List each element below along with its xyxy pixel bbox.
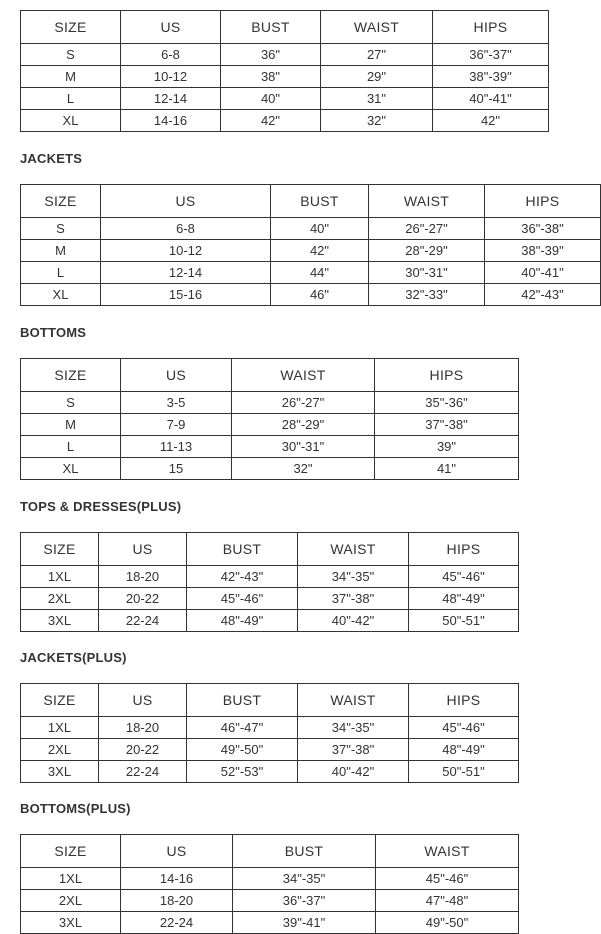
section-title-tops-dresses-plus: TOPS & DRESSES(PLUS) <box>20 499 182 514</box>
size-table-bottoms <box>20 358 519 480</box>
table-row <box>21 66 549 88</box>
table-cell-size: M <box>21 240 101 262</box>
column-header-waist: WAIST <box>376 835 519 868</box>
table-row <box>21 262 601 284</box>
table-row <box>21 739 519 761</box>
column-header-bust: BUST <box>221 11 321 44</box>
table-cell-us: 22-24 <box>121 912 233 934</box>
table-cell-bust: 42"-43" <box>187 566 298 588</box>
table-cell-hips: 40"-41" <box>485 262 601 284</box>
table-cell-bust: 52"-53" <box>187 761 298 783</box>
table-cell-bust: 38" <box>221 66 321 88</box>
table-cell-size: L <box>21 88 121 110</box>
table-row <box>21 566 519 588</box>
table-cell-hips: 42" <box>433 110 549 132</box>
table-cell-waist: 40"-42" <box>298 610 409 632</box>
table-cell-hips: 38"-39" <box>485 240 601 262</box>
table-cell-waist: 37"-38" <box>298 588 409 610</box>
table-cell-us: 15-16 <box>101 284 271 306</box>
table-cell-waist: 32" <box>321 110 433 132</box>
table-row <box>21 110 549 132</box>
table-cell-hips: 41" <box>375 458 519 480</box>
table-cell-bust: 40" <box>271 218 369 240</box>
column-header-waist: WAIST <box>369 185 485 218</box>
table-cell-hips: 48"-49" <box>409 739 519 761</box>
column-header-size: SIZE <box>21 185 101 218</box>
table-cell-waist: 29" <box>321 66 433 88</box>
table-row <box>21 240 601 262</box>
table-cell-hips: 50"-51" <box>409 761 519 783</box>
section-title-jackets-plus: JACKETS(PLUS) <box>20 650 127 665</box>
table-cell-hips: 35"-36" <box>375 392 519 414</box>
table-cell-waist: 45"-46" <box>376 868 519 890</box>
column-header-size: SIZE <box>21 533 99 566</box>
table-cell-hips: 36"-37" <box>433 44 549 66</box>
table-cell-us: 12-14 <box>121 88 221 110</box>
table-cell-waist: 30"-31" <box>232 436 375 458</box>
table-cell-size: XL <box>21 458 121 480</box>
table-cell-waist: 27" <box>321 44 433 66</box>
table-cell-bust: 42" <box>271 240 369 262</box>
table-cell-bust: 40" <box>221 88 321 110</box>
table-cell-hips: 39" <box>375 436 519 458</box>
table-row <box>21 392 519 414</box>
section-title-bottoms: BOTTOMS <box>20 325 87 340</box>
table-cell-hips: 40"-41" <box>433 88 549 110</box>
column-header-bust: BUST <box>233 835 376 868</box>
table-cell-us: 10-12 <box>101 240 271 262</box>
table-row <box>21 588 519 610</box>
table-cell-size: S <box>21 392 121 414</box>
column-header-size: SIZE <box>21 359 121 392</box>
column-header-us: US <box>121 835 233 868</box>
table-cell-us: 15 <box>121 458 232 480</box>
column-header-waist: WAIST <box>232 359 375 392</box>
column-header-us: US <box>101 185 271 218</box>
table-cell-bust: 49"-50" <box>187 739 298 761</box>
table-cell-hips: 38"-39" <box>433 66 549 88</box>
table-cell-us: 7-9 <box>121 414 232 436</box>
table-cell-size: XL <box>21 284 101 306</box>
table-cell-size: 2XL <box>21 588 99 610</box>
table-row <box>21 868 519 890</box>
table-cell-waist: 34"-35" <box>298 717 409 739</box>
table-cell-size: 1XL <box>21 868 121 890</box>
column-header-size: SIZE <box>21 11 121 44</box>
column-header-hips: HIPS <box>375 359 519 392</box>
table-cell-us: 22-24 <box>99 761 187 783</box>
table-cell-us: 18-20 <box>99 566 187 588</box>
table-cell-us: 10-12 <box>121 66 221 88</box>
table-header-row <box>21 359 519 392</box>
table-row <box>21 284 601 306</box>
size-table-jackets-plus <box>20 683 519 783</box>
table-cell-size: M <box>21 414 121 436</box>
column-header-us: US <box>99 533 187 566</box>
table-cell-waist: 26"-27" <box>232 392 375 414</box>
table-cell-us: 18-20 <box>99 717 187 739</box>
table-cell-waist: 31" <box>321 88 433 110</box>
table-cell-us: 22-24 <box>99 610 187 632</box>
table-cell-hips: 45"-46" <box>409 717 519 739</box>
table-cell-us: 6-8 <box>101 218 271 240</box>
table-cell-waist: 49"-50" <box>376 912 519 934</box>
table-cell-bust: 46"-47" <box>187 717 298 739</box>
table-cell-us: 20-22 <box>99 588 187 610</box>
table-cell-size: S <box>21 44 121 66</box>
section-title-bottoms-plus: BOTTOMS(PLUS) <box>20 801 131 816</box>
table-cell-us: 20-22 <box>99 739 187 761</box>
table-cell-size: 2XL <box>21 890 121 912</box>
table-row <box>21 88 549 110</box>
table-cell-waist: 26"-27" <box>369 218 485 240</box>
table-cell-us: 12-14 <box>101 262 271 284</box>
table-row <box>21 717 519 739</box>
column-header-waist: WAIST <box>298 684 409 717</box>
column-header-size: SIZE <box>21 835 121 868</box>
table-cell-size: 3XL <box>21 761 99 783</box>
table-cell-size: 3XL <box>21 610 99 632</box>
size-table-jackets <box>20 184 601 306</box>
table-cell-waist: 32"-33" <box>369 284 485 306</box>
table-cell-size: L <box>21 262 101 284</box>
table-cell-waist: 28"-29" <box>369 240 485 262</box>
table-cell-us: 3-5 <box>121 392 232 414</box>
table-cell-us: 6-8 <box>121 44 221 66</box>
table-cell-bust: 45"-46" <box>187 588 298 610</box>
table-cell-waist: 47"-48" <box>376 890 519 912</box>
column-header-bust: BUST <box>187 533 298 566</box>
table-cell-hips: 50"-51" <box>409 610 519 632</box>
column-header-waist: WAIST <box>298 533 409 566</box>
table-cell-hips: 36"-38" <box>485 218 601 240</box>
size-table-tops-dresses <box>20 10 549 132</box>
table-cell-size: S <box>21 218 101 240</box>
table-cell-size: L <box>21 436 121 458</box>
column-header-us: US <box>121 359 232 392</box>
table-header-row <box>21 11 549 44</box>
column-header-hips: HIPS <box>409 533 519 566</box>
column-header-hips: HIPS <box>409 684 519 717</box>
table-cell-us: 18-20 <box>121 890 233 912</box>
table-cell-waist: 32" <box>232 458 375 480</box>
table-row <box>21 610 519 632</box>
table-row <box>21 890 519 912</box>
table-header-row <box>21 533 519 566</box>
table-row <box>21 414 519 436</box>
table-cell-size: 3XL <box>21 912 121 934</box>
table-row <box>21 458 519 480</box>
table-cell-us: 14-16 <box>121 868 233 890</box>
size-table-bottoms-plus <box>20 834 519 934</box>
column-header-waist: WAIST <box>321 11 433 44</box>
table-cell-bust: 34"-35" <box>233 868 376 890</box>
table-cell-bust: 39"-41" <box>233 912 376 934</box>
column-header-bust: BUST <box>187 684 298 717</box>
size-table-tops-dresses-plus <box>20 532 519 632</box>
table-cell-size: M <box>21 66 121 88</box>
table-cell-bust: 36" <box>221 44 321 66</box>
column-header-hips: HIPS <box>433 11 549 44</box>
table-header-row <box>21 835 519 868</box>
table-cell-bust: 46" <box>271 284 369 306</box>
table-cell-waist: 40"-42" <box>298 761 409 783</box>
table-cell-hips: 45"-46" <box>409 566 519 588</box>
table-cell-bust: 36"-37" <box>233 890 376 912</box>
table-header-row <box>21 185 601 218</box>
table-cell-size: 1XL <box>21 717 99 739</box>
column-header-bust: BUST <box>271 185 369 218</box>
column-header-us: US <box>99 684 187 717</box>
table-cell-waist: 34"-35" <box>298 566 409 588</box>
table-row <box>21 912 519 934</box>
table-cell-us: 11-13 <box>121 436 232 458</box>
table-cell-waist: 30"-31" <box>369 262 485 284</box>
table-row <box>21 761 519 783</box>
table-row <box>21 44 549 66</box>
column-header-hips: HIPS <box>485 185 601 218</box>
table-header-row <box>21 684 519 717</box>
table-cell-bust: 48"-49" <box>187 610 298 632</box>
table-cell-us: 14-16 <box>121 110 221 132</box>
section-title-jackets: JACKETS <box>20 151 83 166</box>
table-cell-bust: 44" <box>271 262 369 284</box>
column-header-size: SIZE <box>21 684 99 717</box>
table-row <box>21 436 519 458</box>
table-cell-hips: 37"-38" <box>375 414 519 436</box>
table-cell-size: 1XL <box>21 566 99 588</box>
table-cell-hips: 48"-49" <box>409 588 519 610</box>
table-cell-waist: 28"-29" <box>232 414 375 436</box>
table-row <box>21 218 601 240</box>
table-cell-hips: 42"-43" <box>485 284 601 306</box>
column-header-us: US <box>121 11 221 44</box>
table-cell-waist: 37"-38" <box>298 739 409 761</box>
table-cell-size: 2XL <box>21 739 99 761</box>
table-cell-size: XL <box>21 110 121 132</box>
table-cell-bust: 42" <box>221 110 321 132</box>
